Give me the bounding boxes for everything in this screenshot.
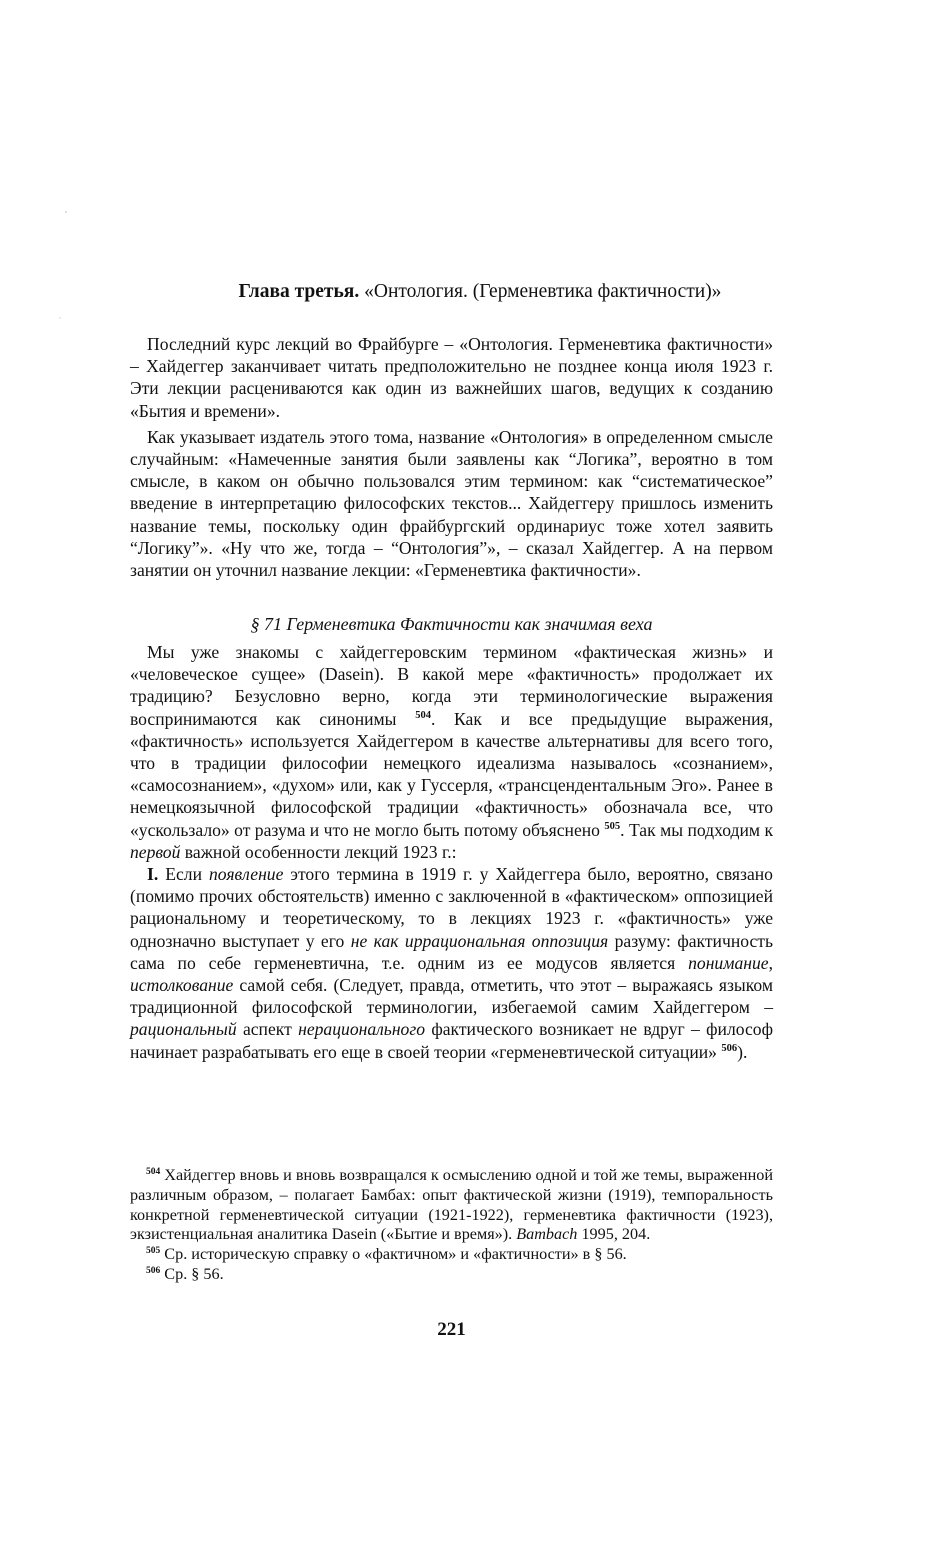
text-run: фактического возникает не вдруг – философ начинает разрабатывать его еще в своей теории «герменевтической ситуации» [130, 1019, 773, 1062]
page-number: 221 [437, 1319, 466, 1340]
scan-speck [59, 317, 60, 318]
footnote-ref: 504 [415, 709, 431, 721]
footnote-number: 506 [146, 1265, 161, 1276]
paragraph-number: I. [147, 864, 159, 885]
emphasis: появление [208, 864, 284, 885]
footnote-ref: 505 [604, 820, 621, 832]
text-run: этого термина в 1919 г. у Хайдеггера было, вероятно, связано (помимо прочих обстоятельств) именно с заключенной в «фактическом» оппозицией рациональному и теоретическому, то в лекциях 1923 г. «фактичность» уже однозначно выступает у его [130, 864, 773, 951]
footnote [130, 1245, 773, 1265]
section-text [130, 641, 773, 1063]
footnote-number: 505 [146, 1246, 161, 1257]
emphasis: рациональный [130, 1019, 237, 1040]
footnote-text: Ср. § 56. [160, 1264, 224, 1283]
chapter-title-label: Глава третья. [238, 281, 360, 302]
emphasis: истолкование [130, 975, 234, 996]
footnote-text: Ср. историческую справку о «фактичном» и «фактичности» в § 56. [160, 1245, 627, 1264]
text-run: . Так мы подходим к [620, 819, 774, 840]
paragraph: Последний курс лекций во Фрайбурге – «Онтология. Герменевтика фактичности» – Хайдеггер заканчивает читать предположительно не позднее конца июля 1923 г. Эти лекции расцениваются как один из важнейших шагов, ведущих к созданию «Бытия и времени». [130, 334, 773, 421]
text-run: Если [158, 864, 209, 885]
emphasis: первой [130, 841, 181, 862]
text-run: ). [737, 1041, 748, 1062]
text-run: важной особенности лекций 1923 г.: [180, 841, 457, 862]
text-run: Мы уже знакомы с хайдеггеровским термином «фактическая жизнь» и «человеческое сущее» (Dasein). В какой мере «фактичность» продолжает их традицию? Безусловно верно, когда эти терминологические выражения воспринимаются как синонимы [130, 642, 773, 729]
footnote-number: 504 [146, 1167, 161, 1177]
chapter-title [130, 280, 830, 304]
emphasis: не как иррациональная оппозиция [350, 930, 609, 951]
text-run: разуму: фактичность сама по себе герменевтична, т.е. одним из ее модусов является [130, 930, 773, 973]
footnote-text: Хайдеггер вновь и вновь возвращался к осмыслению одной и той же темы, выраженной различным образом, – полагает Бамбах: опыт фактической жизни (1919), темпоральность конкретной герменевтической ситуации (1921-1922), герменевтика фактичности (1923), экзистенциальная аналитика Dasein («Бытие и время»). [130, 1166, 773, 1244]
footnote-ref: 506 [721, 1042, 738, 1054]
paragraph: Как указывает издатель этого тома, название «Онтология» в определенном смысле случайным: «Намеченные занятия были заявлены как “Логика”, вероятно в том смысле, в каком он обычно пользовался этим термином: как “систематическое” введение в интерпретацию философских текстов... Хайдеггеру пришлось изменить название темы, поскольку один фрайбургский ординариус тоже хотел заявить “Логику”». «Ну что же, тогда – “Онтология”», – сказал Хайдеггер. А на первом занятии он уточнил название лекции: «Герменевтика фактичности». [130, 426, 773, 581]
footnote [130, 1265, 773, 1285]
text-run: . Как и все предыдущие выражения, «фактичность» используется Хайдеггером в качестве альтернативы для всего того, что в традиции философии немецкого идеализма называлось «сознанием», «самосознанием», «духом» или, как у Гуссерля, «трансцендентальным Эго». Ранее в немецкоязычной философской традиции «фактичность» обозначала все, что «ускользало» от разума и что не могло быть потому объяснено [130, 708, 773, 840]
footnote-text: 1995, 204. [577, 1225, 651, 1244]
chapter-title-text: «Онтология. (Герменевтика фактичности)» [364, 281, 722, 302]
paragraph [130, 863, 773, 1063]
text-run: , [768, 952, 773, 973]
emphasis: Bambach [516, 1225, 578, 1244]
footnote [130, 1166, 773, 1245]
paragraph [130, 641, 773, 863]
scan-speck [65, 211, 67, 213]
text-run: аспект [236, 1019, 299, 1040]
emphasis: понимание [688, 952, 769, 973]
footnotes [130, 1166, 773, 1285]
emphasis: нерационального [298, 1019, 426, 1040]
intro-text [130, 333, 773, 581]
section-heading: § 71 Герменевтика Фактичности как значимая веха [250, 614, 653, 634]
text-run: самой себя. (Следует, правда, отметить, что этот – выражаясь языком традиционной философской терминологии, избегаемой самим Хайдеггером – [130, 975, 773, 1018]
